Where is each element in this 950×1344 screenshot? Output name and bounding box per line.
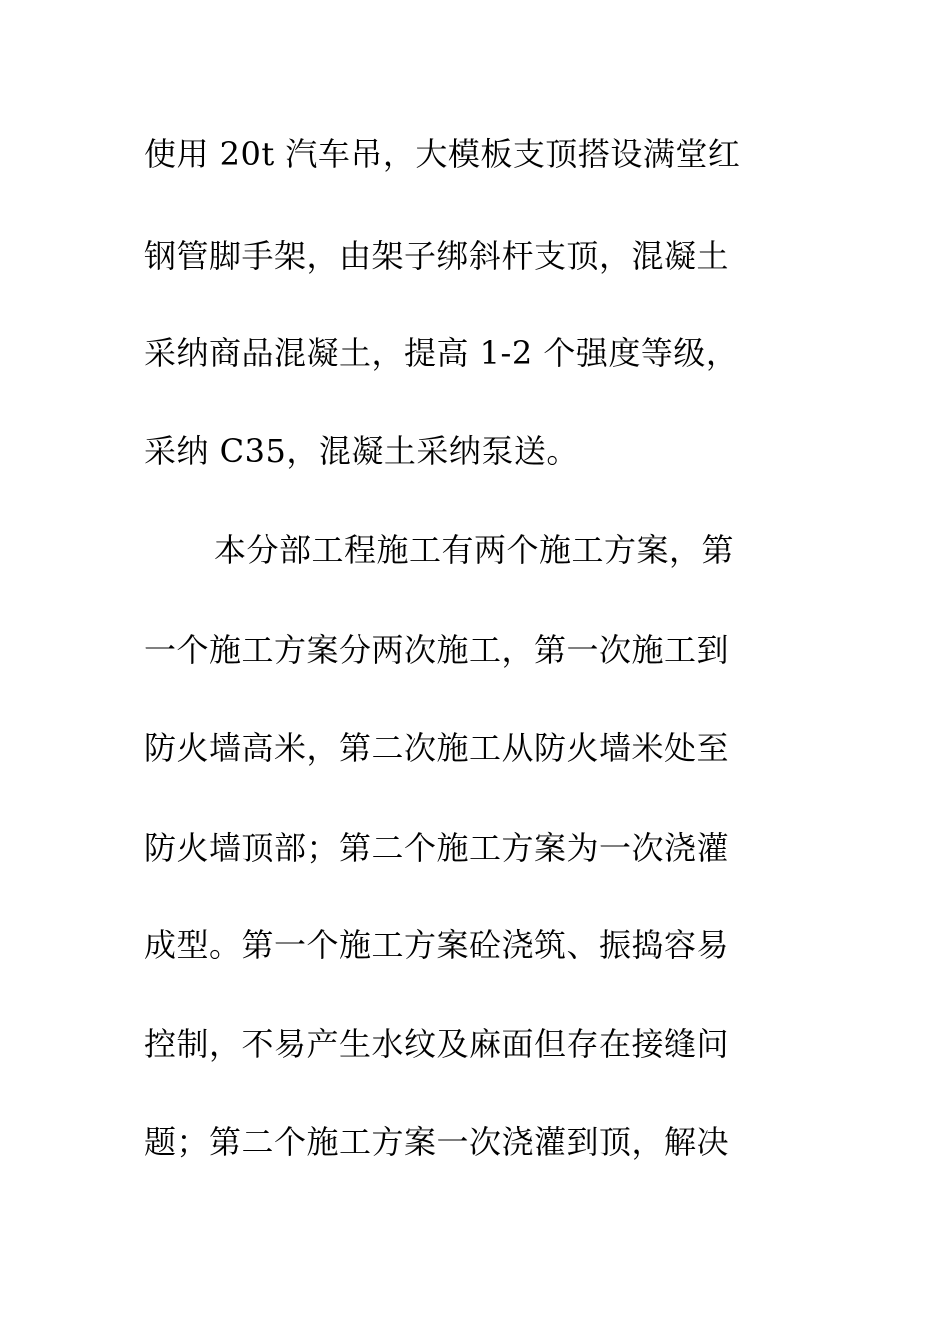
text-line: 控制，不易产生水纹及麻面但存在接缝问 xyxy=(144,1025,730,1063)
text-line: 防火墙顶部；第二个施工方案为一次浇灌 xyxy=(144,829,730,867)
text-line: 成型。第一个施工方案砼浇筑、振捣容易 xyxy=(144,926,730,964)
text-line: 本分部工程施工有两个施工方案，第 xyxy=(214,531,735,569)
text-line: 使用 20t 汽车吊，大模板支顶搭设满堂红 xyxy=(144,135,741,173)
text-line: 题；第二个施工方案一次浇灌到顶，解决 xyxy=(144,1123,730,1161)
text-line: 一个施工方案分两次施工，第一次施工到 xyxy=(144,631,730,669)
text-line: 防火墙高米，第二次施工从防火墙米处至 xyxy=(144,729,730,767)
text-line: 采纳商品混凝土，提高 1-2 个强度等级， xyxy=(144,334,739,372)
text-line: 采纳 C35，混凝土采纳泵送。 xyxy=(144,432,579,470)
text-line: 钢管脚手架，由架子绑斜杆支顶，混凝土 xyxy=(144,237,730,275)
